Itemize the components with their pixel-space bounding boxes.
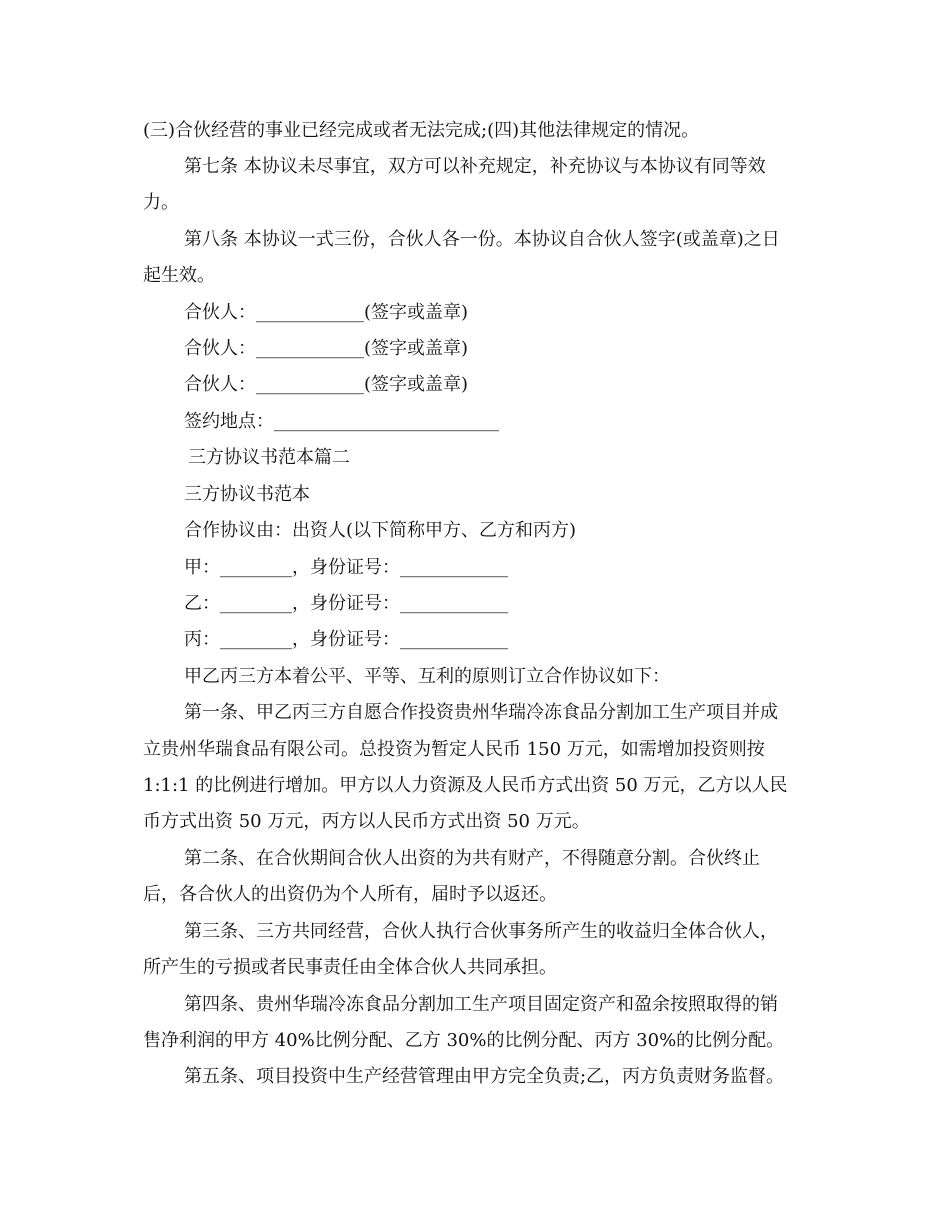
text-line-26: 售净利润的甲方 40%比例分配、乙方 30%的比例分配、丙方 30%的比例分配。 [143, 1030, 785, 1051]
text-line-21: 第二条、在合伙期间合伙人出资的为共有财产，不得随意分割。合伙终止 [184, 848, 760, 869]
text-line-25: 第四条、贵州华瑞冷冻食品分割加工生产项目固定资产和盈余按照取得的销 [184, 994, 778, 1015]
text-line-19: 1:1:1 的比例进行增加。甲方以人力资源及人民币方式出资 50 万元，乙方以人民 [143, 775, 788, 796]
signature-line-1: 合伙人：____________(签字或盖章) [184, 302, 469, 323]
section-heading: 三方协议书范本篇二 [188, 447, 350, 468]
text-line-23: 第三条、三方共同经营，合伙人执行合伙事务所产生的收益归全体合伙人， [184, 921, 778, 942]
party-b-line: 乙：________，身份证号：____________ [184, 593, 508, 614]
text-line-2: 第七条 本协议未尽事宜，双方可以补充规定，补充协议与本协议有同等效 [184, 156, 766, 177]
text-line-17: 第一条、甲乙丙三方自愿合作投资贵州华瑞冷冻食品分割加工生产项目并成 [184, 702, 778, 723]
signature-line-2: 合伙人：____________(签字或盖章) [184, 338, 469, 359]
text-line-24: 所产生的亏损或者民事责任由全体合伙人共同承担。 [143, 957, 557, 978]
signing-location-line: 签约地点：_________________________ [184, 411, 499, 432]
text-line-27: 第五条、项目投资中生产经营管理由甲方完全负责;乙，丙方负责财务监督。 [184, 1066, 785, 1087]
party-a-line: 甲：________，身份证号：____________ [184, 557, 508, 578]
text-line-20: 币方式出资 50 万元，丙方以人民币方式出资 50 万元。 [143, 811, 590, 832]
text-line-18: 立贵州华瑞食品有限公司。总投资为暂定人民币 150 万元，如需增加投资则按 [143, 739, 765, 760]
text-line-12: 合作协议由：出资人(以下简称甲方、乙方和丙方) [184, 520, 577, 541]
text-line-3: 力。 [143, 192, 179, 213]
text-line-22: 后，各合伙人的出资仍为个人所有，届时予以返还。 [143, 884, 557, 905]
signature-line-3: 合伙人：____________(签字或盖章) [184, 374, 469, 395]
text-line-16: 甲乙丙三方本着公平、平等、互利的原则订立合作协议如下： [184, 666, 670, 687]
document-title: 三方协议书范本 [184, 484, 310, 505]
text-line-4: 第八条 本协议一式三份，合伙人各一份。本协议自合伙人签字(或盖章)之日 [184, 229, 780, 250]
text-line-1: (三)合伙经营的事业已经完成或者无法完成;(四)其他法律规定的情况。 [143, 120, 700, 141]
party-c-line: 丙：________，身份证号：____________ [184, 629, 508, 650]
text-line-5: 起生效。 [143, 265, 215, 286]
